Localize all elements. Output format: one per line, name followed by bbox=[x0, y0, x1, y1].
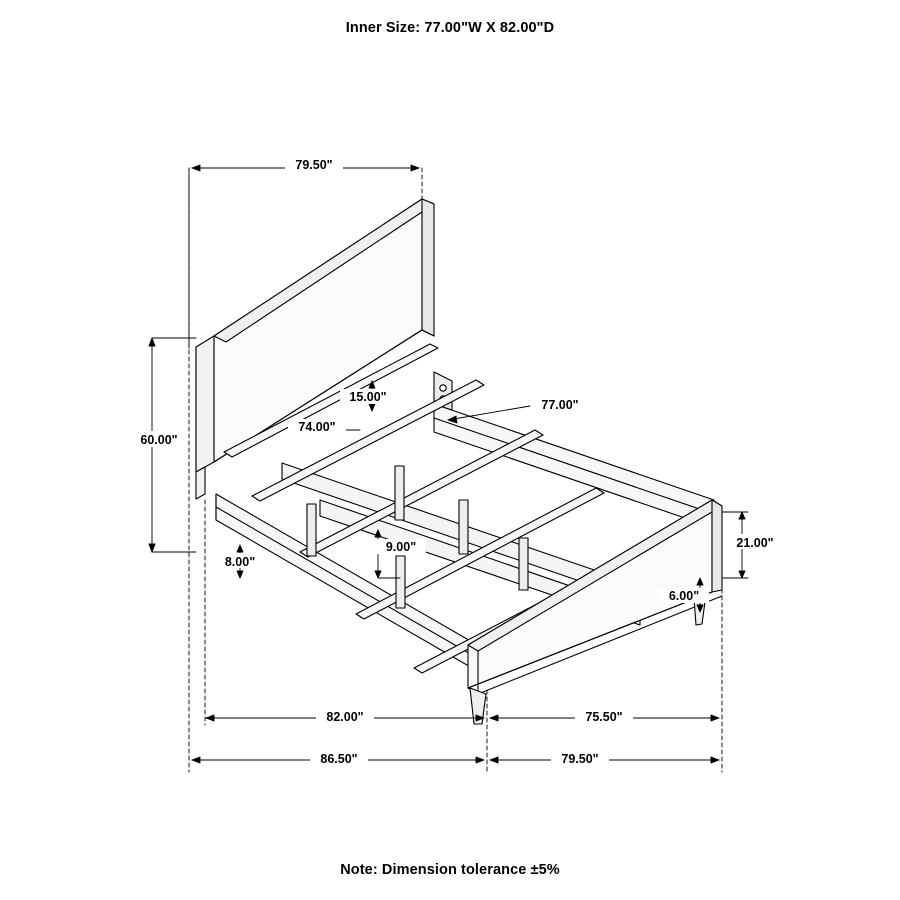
dim-leg-clearance: 8.00" bbox=[224, 555, 256, 569]
footboard bbox=[468, 500, 722, 724]
dim-footboard-depth: 75.50" bbox=[585, 710, 623, 724]
dim-headboard-height: 60.00" bbox=[140, 433, 178, 447]
dim-overall-depth: 86.50" bbox=[320, 752, 358, 766]
dim-rail-width: 77.00" bbox=[541, 398, 579, 412]
dim-overall-width: 79.50" bbox=[561, 752, 599, 766]
tolerance-note: Note: Dimension tolerance ±5% bbox=[340, 862, 560, 878]
dim-slat-length: 74.00" bbox=[298, 420, 336, 434]
dimension-lines bbox=[149, 165, 748, 772]
dim-headboard-width: 79.50" bbox=[295, 158, 333, 172]
dim-footboard-height: 21.00" bbox=[736, 536, 774, 550]
dim-slat-gap: 15.00" bbox=[349, 390, 387, 404]
dim-inner-depth: 82.00" bbox=[326, 710, 364, 724]
dim-support-height: 9.00" bbox=[385, 540, 417, 554]
page-title: Inner Size: 77.00"W X 82.00"D bbox=[345, 20, 555, 36]
dim-foot-leg: 6.00" bbox=[668, 589, 700, 603]
